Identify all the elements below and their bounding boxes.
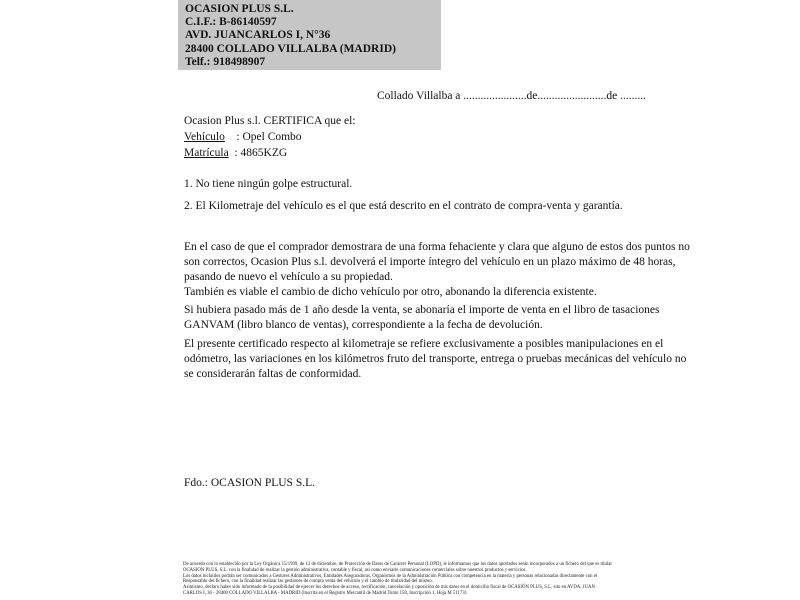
plate-line <box>184 145 356 161</box>
company-phone: Telf.: 918498907 <box>185 55 266 68</box>
date-line: Collado Villalba a ......................de........................de ......... <box>377 90 646 102</box>
plate-value: : 4865KZG <box>228 147 288 159</box>
legal-fine-print <box>183 562 613 597</box>
paragraph-line: En el caso de que el comprador demostrara de una forma fehaciente y clara que alguno de estos dos puntos no <box>184 241 690 253</box>
point-1: 1. No tiene ningún golpe estructural. <box>184 178 353 190</box>
paragraph-line: GANVAM (libro blanco de ventas), correspondiente a la fecha de devolución. <box>184 319 543 331</box>
paragraph-line: También es viable el cambio de dicho vehículo por otro, abonando la diferencia existente. <box>184 286 597 298</box>
paragraph-line: Si hubiera pasado más de 1 año desde la venta, se abonaría el importe de venta en el libro de tasaciones <box>184 304 660 316</box>
paragraph-line: pasando de nuevo el vehículo a su propiedad. <box>184 271 393 283</box>
paragraph-ganvam <box>184 303 659 333</box>
paragraph-exchange <box>184 285 597 300</box>
vehicle-label: Vehículo <box>184 131 225 143</box>
paragraph-odometer <box>184 337 686 382</box>
paragraph-line: odómetro, las variaciones en los kilómetros fruto del transporte, entrega o pruebas mecánicas del vehículo no <box>184 353 687 365</box>
paragraph-line: El presente certificado respecto al kilometraje se refiere exclusivamente a posibles manipulaciones en el <box>184 338 664 350</box>
legal-paragraph: De acuerdo con lo establecido por la Ley Orgánica 15/1999, de 13 de diciembre, de Protección de Datos de Carácter Personal (LOPD), le informamos que los datos aportados serán incorporados a un fichero del que es titular OCASION PLUS, S.L. con la finalidad de realizar la gestión administrativa, contable y fiscal, así como enviarle comunicaciones comerciales sobre nuestros productos y servicios. <box>183 562 612 573</box>
company-name: OCASION PLUS S.L. <box>185 3 294 15</box>
legal-paragraph: Los datos incluidos podrán ser comunicados a Gestores Administrativos, Entidades Aseguradoras, Organismos de la Administración Pública con competencia en la materia y personas relacionadas directamente con el Responsable del fichero, con la finalidad realizar las gestiones de compra venta del vehículo y el cambio de titularidad del mismo. <box>183 573 598 585</box>
paragraph-line: son correctos, Ocasion Plus s.l. devolverá el importe íntegro del vehículo en un plazo máximo de 48 horas, <box>184 256 676 268</box>
vehicle-value: : Opel Combo <box>224 131 302 143</box>
paragraph-refund <box>184 240 690 285</box>
company-cif: C.I.F.: B-86140597 <box>185 16 277 29</box>
company-address: AVD. JUANCARLOS I, N°36 <box>185 29 331 42</box>
certify-block <box>184 113 356 161</box>
paragraph-line: se considerarán faltas de conformidad. <box>184 368 362 380</box>
vehicle-line <box>184 129 356 145</box>
legal-paragraph: Asimismo, declaro haber sido informado de la posibilidad de ejercer los derechos de acceso, rectificación, cancelación y oposición de mis datos en el domicilio fiscal de OCASIÓN PLUS, S.L. sito en AVDA. JUAN CARLOS I, 36 - 28400 COLLADO VILLALBA - MADRID (Inscrita en el Registro Mercantil de Madrid Tomo 150, Inscripción 1, Hoja M 511731 <box>183 585 595 596</box>
company-city: 28400 COLLADO VILLALBA (MADRID) <box>185 42 396 55</box>
point-2: 2. El Kilometraje del vehículo es el que está descrito en el contrato de compra-venta y garantía. <box>184 200 623 212</box>
signature-line: Fdo.: OCASION PLUS S.L. <box>184 477 315 489</box>
plate-label: Matrícula <box>184 147 229 159</box>
certify-intro: Ocasion Plus s.l. CERTIFICA que el: <box>184 115 356 127</box>
company-header-block <box>178 0 441 70</box>
